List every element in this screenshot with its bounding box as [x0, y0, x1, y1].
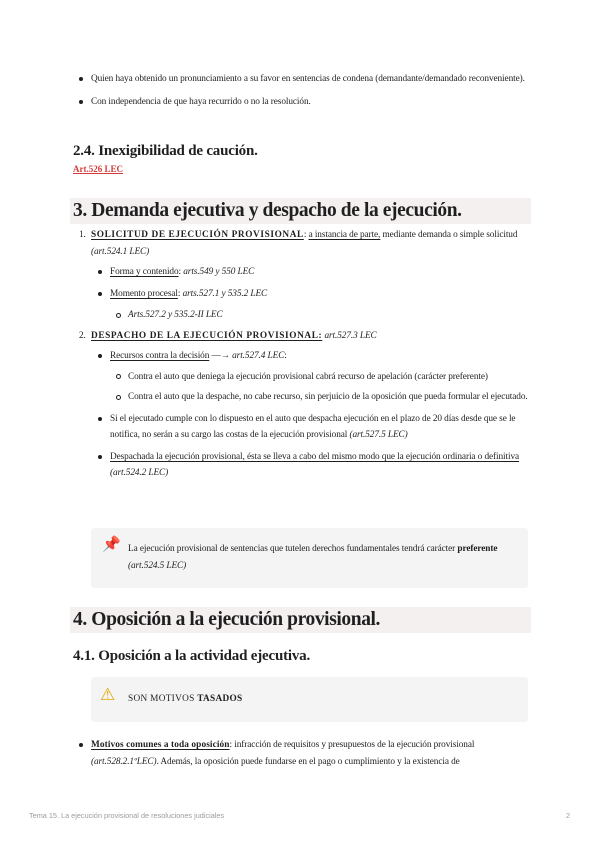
- forma-contenido-label: Forma y contenido: [110, 267, 179, 277]
- motivos-ref: (art.528.2.1ºLEC): [91, 756, 157, 767]
- callout-body: La ejecución provisional de sentencias que tutelen derechos fundamentales tendrá carácter: [128, 544, 458, 554]
- motivos-label: Motivos comunes a toda oposición: [91, 740, 230, 750]
- list-item: [110, 449, 531, 482]
- motivos-text: : infracción de requisitos y presupuestos de la ejecución provisional: [229, 740, 475, 750]
- list-item: Arts.527.2 y 535.2-II LEC: [128, 307, 531, 324]
- section-2-4-title: 2.4. Inexigibilidad de caución.: [73, 143, 258, 159]
- recursos-colon: :: [284, 351, 287, 361]
- despacho-heading: DESPACHO DE LA EJECUCIÓN PROVISIONAL:: [91, 330, 323, 341]
- list-item: Quien haya obtenido un pronunciamiento a su favor en sentencias de condena (demandante/demandado reconveniente).: [91, 71, 531, 88]
- solicitud-heading: SOLICITUD DE EJECUCIÓN PROVISIONAL: [91, 230, 304, 240]
- list-item: Contra el auto que la despache, no cabe recurso, sin perjuicio de la oposición que pueda formular el ejecutado.: [128, 389, 531, 406]
- instancia-parte: a instancia de parte,: [308, 230, 381, 240]
- item-solicitud: [79, 227, 531, 260]
- costas-text: Si el ejecutado cumple con lo dispuesto en el auto que despacha ejecución en el plazo de 20 días desde que se le notifica, no serán a su cargo las costas de la ejecución provisional: [110, 413, 516, 440]
- list-item: Contra el auto que deniega la ejecución provisional cabrá recurso de apelación (carácter preferente): [128, 369, 531, 386]
- motivos-list: [91, 737, 531, 770]
- list-item: Momento procesal: arts.527.1 y 535.2 LEC: [110, 286, 531, 303]
- pushpin-icon: 📌: [102, 537, 121, 553]
- section-3-title: 3. Demanda ejecutiva y despacho de la ejecución.: [70, 198, 531, 224]
- item-despacho: [79, 328, 531, 345]
- list-item: Forma y contenido: arts.549 y 550 LEC: [110, 264, 531, 281]
- solicitud-sublist: [110, 264, 531, 324]
- despacho-sublist: [110, 348, 531, 482]
- art-526-link[interactable]: Art.526 LEC: [73, 164, 123, 174]
- callout-motivos-bold: TASADOS: [197, 694, 243, 704]
- callout-motivos-body: SON MOTIVOS: [128, 694, 198, 704]
- warning-icon: ⚠: [100, 685, 116, 705]
- section-4-title: 4. Oposición a la ejecución provisional.: [70, 607, 531, 633]
- section-4-1-title: 4.1. Oposición a la actividad ejecutiva.: [73, 648, 310, 664]
- page-number: 2: [566, 811, 571, 820]
- list-item: Con independencia de que haya recurrido o no la resolución.: [91, 94, 531, 111]
- solicitud-ref: (art.524.1 LEC): [91, 246, 150, 257]
- callout-bold: preferente: [457, 544, 498, 554]
- item-number: 1.: [79, 230, 86, 240]
- item-number: 2.: [79, 330, 86, 341]
- callout-motivos-text: [128, 691, 243, 708]
- callout-motivos: [91, 677, 528, 722]
- despacho-ref: art.527.3 LEC: [324, 330, 377, 341]
- recursos-ref: art.527.4 LEC: [232, 351, 285, 361]
- top-bullet-list: [91, 71, 531, 110]
- callout-ref: (art.524.5 LEC): [128, 560, 187, 571]
- recursos-label: Recursos contra la decisión: [110, 351, 210, 361]
- motivos-rest: . Además, la oposición puede fundarse en el pago o cumplimiento y la existencia de: [156, 756, 460, 767]
- callout-text: [128, 541, 508, 574]
- list-item: [110, 411, 531, 444]
- footer-title: Tema 15. La ejecución provisional de resoluciones judiciales: [29, 811, 225, 820]
- costas-ref: (art.527.5 LEC): [349, 430, 408, 440]
- despachada-ref: (art.524.2 LEC): [110, 468, 169, 478]
- list-item: [91, 737, 531, 770]
- forma-contenido-ref: arts.549 y 550 LEC: [183, 267, 255, 277]
- despachada-text: Despachada la ejecución provisional, ésta se lleva a cabo del mismo modo que la ejecución ordinaria o definitiva: [110, 451, 520, 462]
- solicitud-colon: :: [303, 230, 307, 240]
- list-item: [110, 348, 531, 365]
- callout-preferente: [91, 528, 528, 588]
- momento-procesal-label: Momento procesal: [110, 288, 178, 299]
- momento-procesal-ref: arts.527.1 y 535.2 LEC: [182, 288, 268, 299]
- section-3-list: [79, 227, 531, 482]
- solicitud-text: mediante demanda o simple solicitud: [380, 230, 518, 240]
- arrow: —→: [209, 351, 233, 361]
